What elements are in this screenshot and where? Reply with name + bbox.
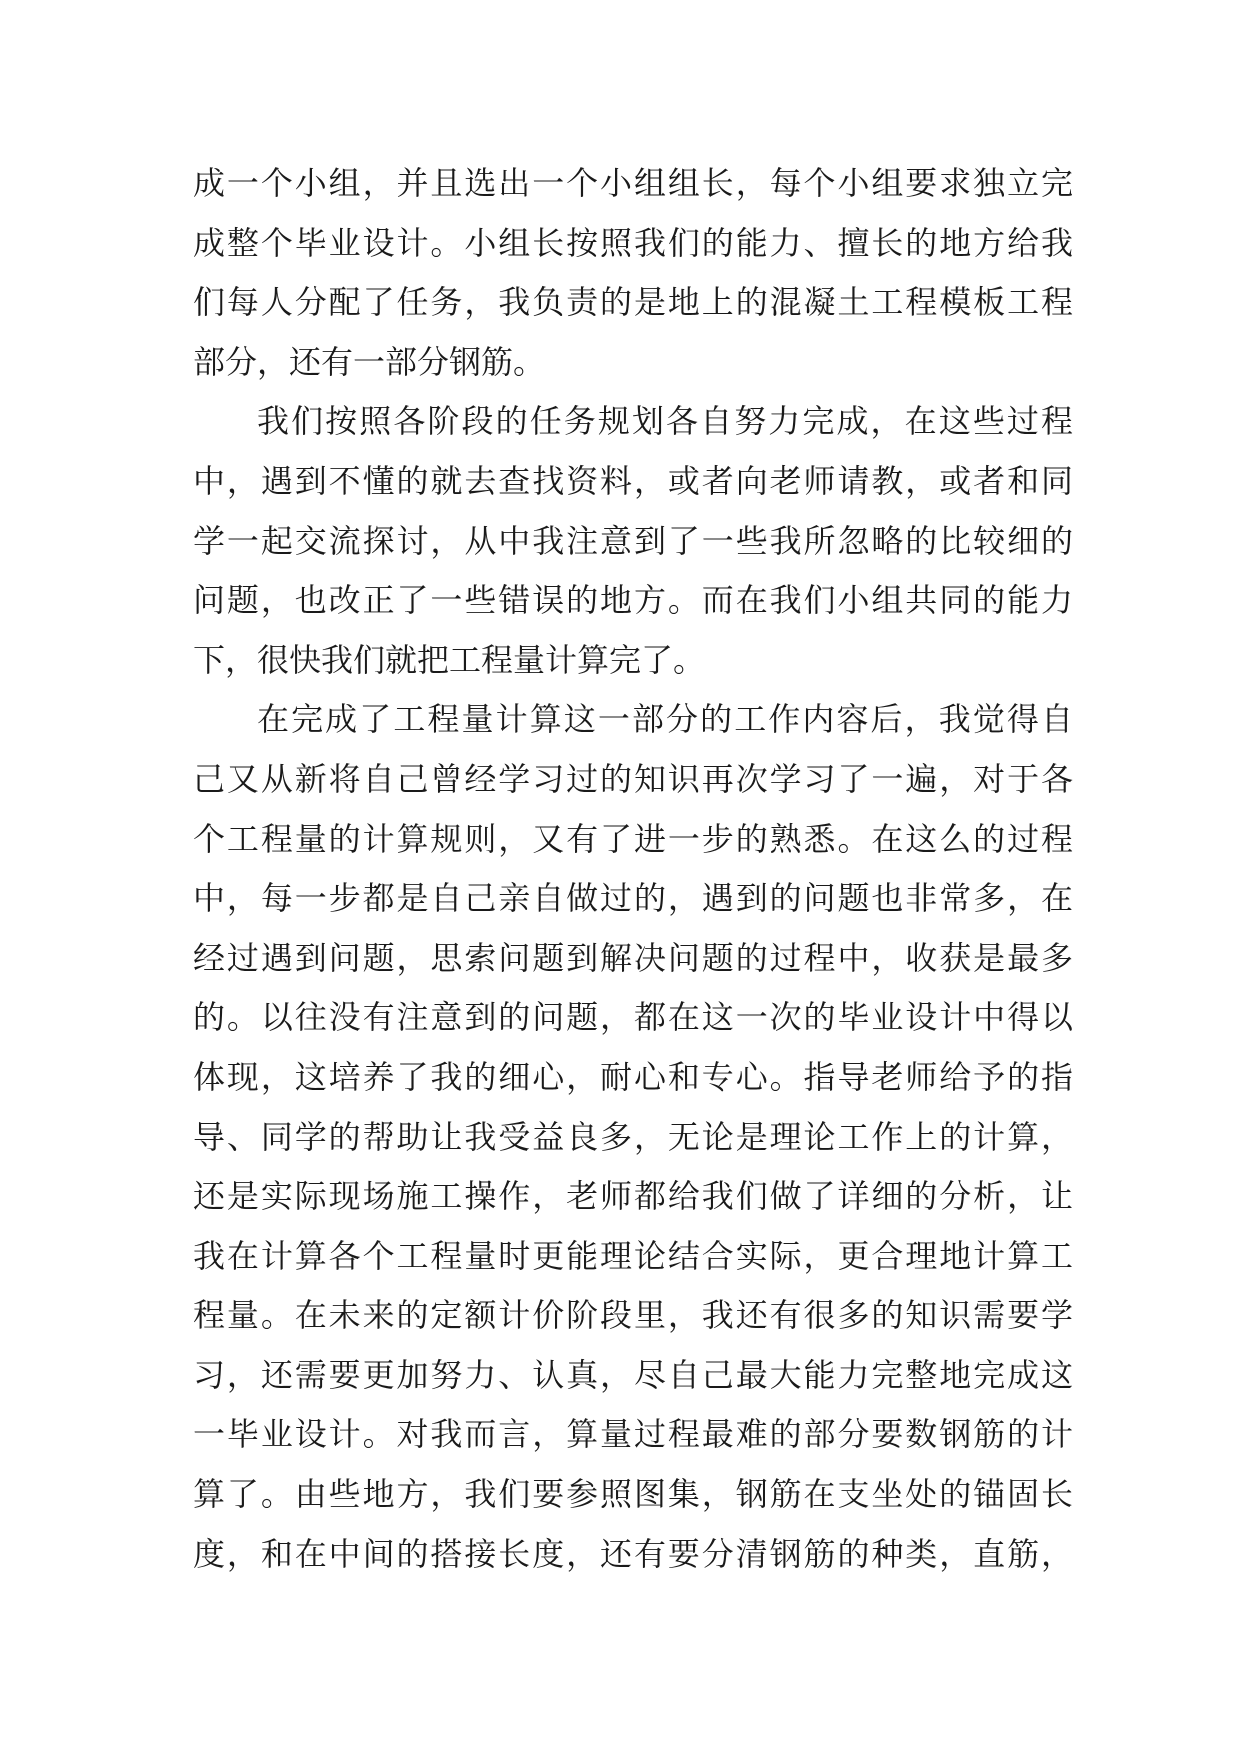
paragraph-3 (193, 690, 1073, 1584)
text-line: 算了。由些地方，我们要参照图集，钢筋在支坐处的锚固长 (193, 1475, 1073, 1514)
text-line: 问题，也改正了一些错误的地方。而在我们小组共同的能力 (193, 581, 1073, 620)
text-line: 下，很快我们就把工程量计算完了。 (193, 640, 706, 679)
text-line: 我们按照各阶段的任务规划各自努力完成，在这些过程 (257, 402, 1073, 441)
text-line: 的。以往没有注意到的问题，都在这一次的毕业设计中得以 (193, 998, 1073, 1037)
document-body (193, 154, 1073, 1584)
text-line: 成一个小组，并且选出一个小组组长，每个小组要求独立完 (193, 164, 1073, 202)
text-line: 度，和在中间的搭接长度，还有要分清钢筋的种类，直筋， (193, 1534, 1073, 1573)
paragraph-2 (193, 392, 1073, 690)
text-line: 我在计算各个工程量时更能理论结合实际，更合理地计算工 (193, 1236, 1073, 1275)
text-line: 个工程量的计算规则，又有了进一步的熟悉。在这么的过程 (193, 819, 1073, 858)
text-line: 一毕业设计。对我而言，算量过程最难的部分要数钢筋的计 (193, 1415, 1073, 1454)
text-line: 还是实际现场施工操作，老师都给我们做了详细的分析，让 (193, 1177, 1073, 1216)
text-line: 成整个毕业设计。小组长按照我们的能力、擅长的地方给我 (193, 223, 1073, 262)
text-line: 中，每一步都是自己亲自做过的，遇到的问题也非常多，在 (193, 879, 1073, 918)
text-line: 们每人分配了任务，我负责的是地上的混凝土工程模板工程 (193, 283, 1073, 322)
text-line: 体现，这培养了我的细心，耐心和专心。指导老师给予的指 (193, 1057, 1073, 1096)
text-line: 部分，还有一部分钢筋。 (193, 342, 546, 381)
text-line: 习，还需要更加努力、认真，尽自己最大能力完整地完成这 (193, 1355, 1073, 1394)
text-line: 己又从新将自己曾经学习过的知识再次学习了一遍，对于各 (193, 759, 1073, 798)
paragraph-1 (193, 154, 1073, 392)
text-line: 学一起交流探讨，从中我注意到了一些我所忽略的比较细的 (193, 521, 1073, 560)
text-line: 经过遇到问题，思索问题到解决问题的过程中，收获是最多 (193, 938, 1073, 977)
text-line: 在完成了工程量计算这一部分的工作内容后，我觉得自 (257, 700, 1073, 739)
text-line: 程量。在未来的定额计价阶段里，我还有很多的知识需要学 (193, 1296, 1073, 1335)
text-line: 导、同学的帮助让我受益良多，无论是理论工作上的计算， (193, 1117, 1073, 1156)
text-line: 中，遇到不懂的就去查找资料，或者向老师请教，或者和同 (193, 461, 1073, 500)
